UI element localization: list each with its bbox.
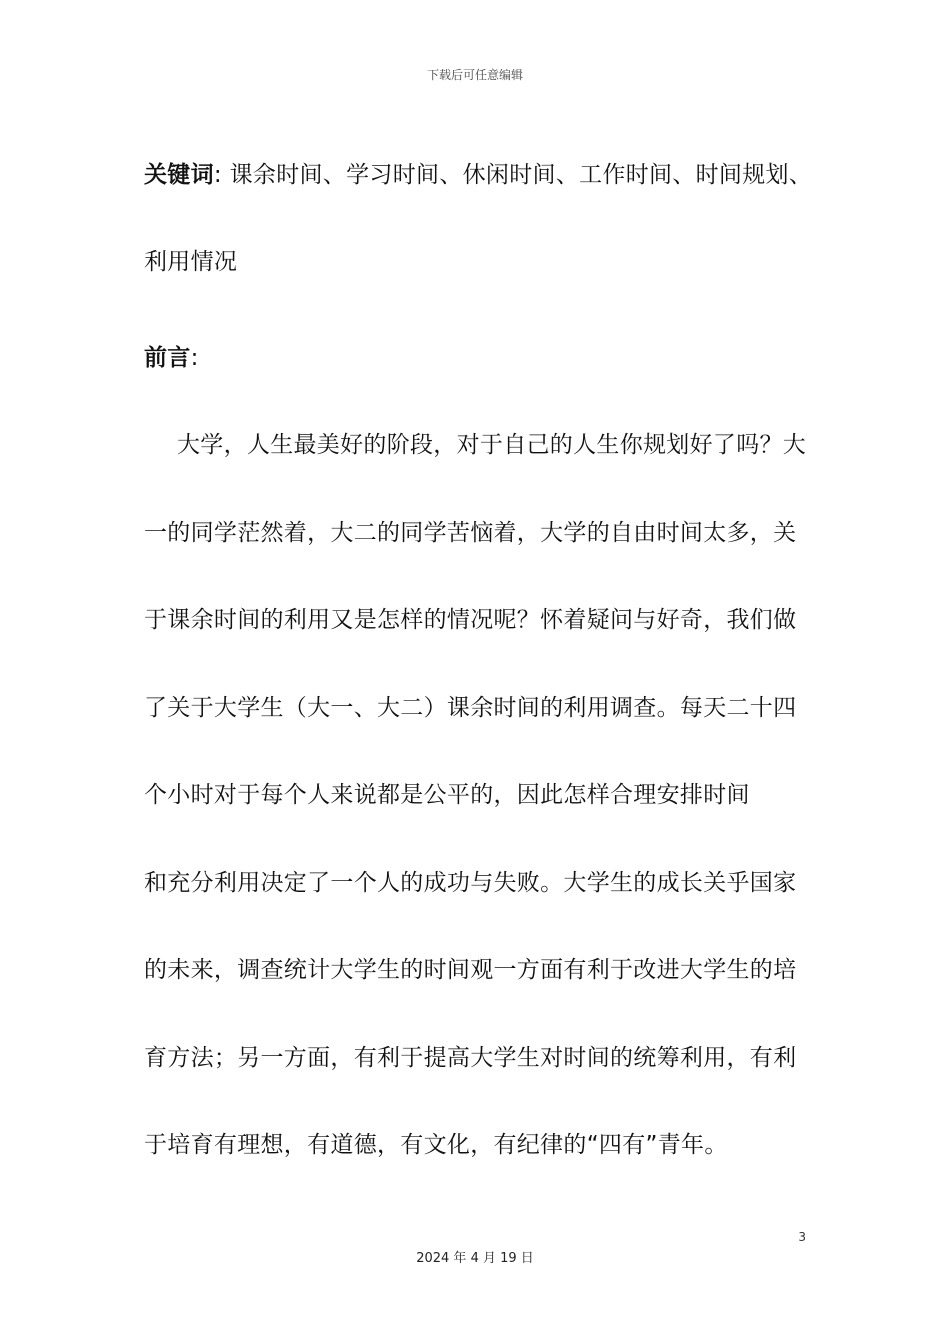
- paragraph-line: 育方法；另一方面，有利于提高大学生对时间的统筹利用，有利: [144, 1044, 797, 1071]
- paragraph-line: 个小时对于每个人来说都是公平的，因此怎样合理安排时间: [144, 782, 750, 808]
- paragraph-line: [144, 420, 812, 508]
- document-body: [144, 150, 812, 1208]
- paragraph-line: 和充分利用决定了一个人的成功与失败。大学生的成长关乎国家: [144, 869, 797, 896]
- paragraph-line: 一的同学茫然着，大二的同学苦恼着，大学的自由时间太多，关: [144, 519, 797, 546]
- paragraph-line: 于培育有理想，有道德，有文化，有纪律的“四有”青年。: [144, 1132, 728, 1158]
- keywords-line-2: 利用情况: [144, 249, 238, 275]
- keywords-separator: :: [213, 162, 222, 188]
- keywords-text: 课余时间、学习时间、休闲时间、工作时间、时间规划、: [229, 162, 813, 188]
- page-header: 下载后可任意编辑: [426, 68, 523, 82]
- footer-date: 2024 年 4 月 19 日: [416, 1251, 534, 1266]
- keywords-label: 关键词: [144, 162, 214, 188]
- preface-paragraph: [144, 420, 812, 1208]
- paragraph-line-text: 大学，人生最美好的阶段，对于自己的人生你规划好了吗？大: [177, 432, 807, 458]
- preface-heading: [144, 333, 812, 383]
- preface-label: 前言: [144, 345, 191, 371]
- paragraph-line: 的未来，调查统计大学生的时间观一方面有利于改进大学生的培: [144, 957, 797, 983]
- page-number: 3: [798, 1230, 806, 1244]
- preface-separator: :: [190, 345, 199, 371]
- paragraph-line: 于课余时间的利用又是怎样的情况呢？怀着疑问与好奇，我们做: [144, 607, 797, 633]
- keywords-line: [144, 150, 812, 200]
- paragraph-line: 了关于大学生（大一、大二）课余时间的利用调查。每天二十四: [144, 694, 797, 721]
